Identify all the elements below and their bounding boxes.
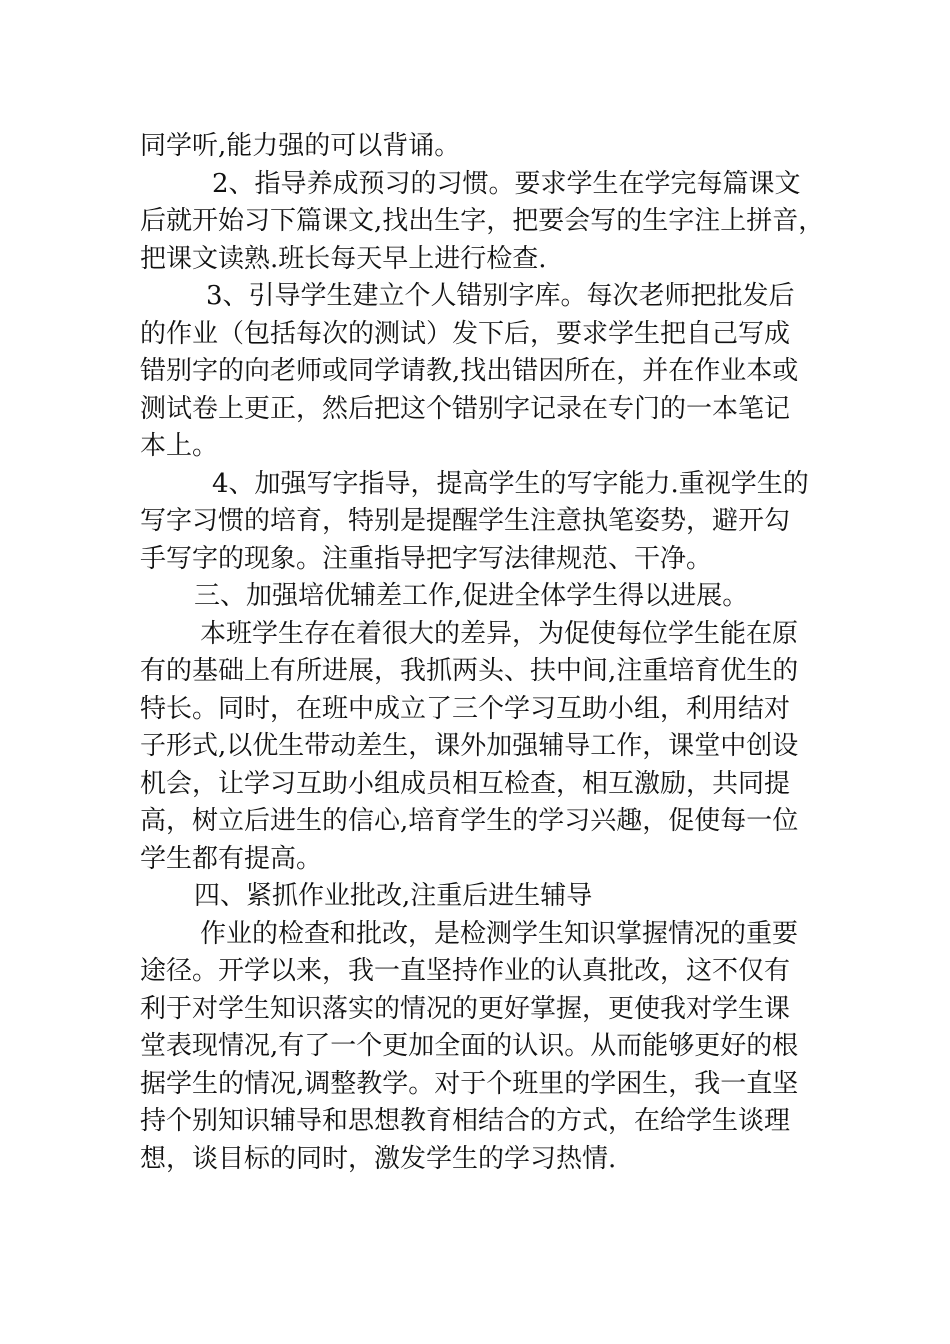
text-line: 利于对学生知识落实的情况的更好掌握，更使我对学生课 xyxy=(140,993,791,1024)
text-line: 本上。 xyxy=(140,431,219,461)
text-line: 子形式,以优生带动差生，课外加强辅导工作，课堂中创设 xyxy=(140,731,799,761)
text-line: 的作业（包括每次的测试）发下后，要求学生把自己写成 xyxy=(140,318,791,349)
text-line: 4、加强写字指导，提高学生的写字能力.重视学生的 xyxy=(212,468,809,499)
text-line: 3、引导学生建立个人错别字库。每次老师把批发后 xyxy=(206,281,795,311)
text-line: 学生都有提高。 xyxy=(140,843,323,874)
text-line: 据学生的情况,调整教学。对于个班里的学困生，我一直坚 xyxy=(140,1068,799,1099)
text-line: 写字习惯的培育，特别是提醒学生注意执笔姿势，避开勾 xyxy=(140,506,791,536)
text-line: 想，谈目标的同时，激发学生的学习热情. xyxy=(140,1143,617,1174)
text-line: 作业的检查和批改，是检测学生知识掌握情况的重要 xyxy=(200,918,799,949)
text-line: 错别字的向老师或同学请教,找出错因所在，并在作业本或 xyxy=(140,356,799,386)
text-line: 同学听,能力强的可以背诵。 xyxy=(140,131,461,161)
section-heading: 四、紧抓作业批改,注重后进生辅导 xyxy=(194,881,593,911)
text-line: 把课文读熟.班长每天早上进行检查. xyxy=(140,243,547,274)
text-line: 特长。同时，在班中成立了三个学习互助小组，利用结对 xyxy=(140,693,791,724)
text-line: 2、指导养成预习的习惯。要求学生在学完每篇课文 xyxy=(212,168,801,199)
text-line: 本班学生存在着很大的差异，为促使每位学生能在原 xyxy=(200,618,799,649)
text-line: 持个别知识辅导和思想教育相结合的方式，在给学生谈理 xyxy=(140,1106,791,1136)
text-line: 后就开始习下篇课文,找出生字，把要会写的生字注上拼音， xyxy=(140,206,825,236)
text-line: 高，树立后进生的信心,培育学生的学习兴趣，促使每一位 xyxy=(140,806,799,836)
text-line: 测试卷上更正，然后把这个错别字记录在专门的一本笔记 xyxy=(140,393,791,424)
text-line: 堂表现情况,有了一个更加全面的认识。从而能够更好的根 xyxy=(140,1031,799,1061)
text-line: 机会，让学习互助小组成员相互检查，相互激励，共同提 xyxy=(140,768,791,799)
text-line: 有的基础上有所进展，我抓两头、扶中间,注重培育优生的 xyxy=(140,656,799,686)
text-line: 手写字的现象。注重指导把字写法律规范、干净。 xyxy=(140,543,713,574)
section-heading: 三、加强培优辅差工作,促进全体学生得以进展。 xyxy=(194,581,749,611)
document-body xyxy=(140,128,830,1178)
text-line: 途径。开学以来，我一直坚持作业的认真批改，这不仅有 xyxy=(140,956,791,986)
